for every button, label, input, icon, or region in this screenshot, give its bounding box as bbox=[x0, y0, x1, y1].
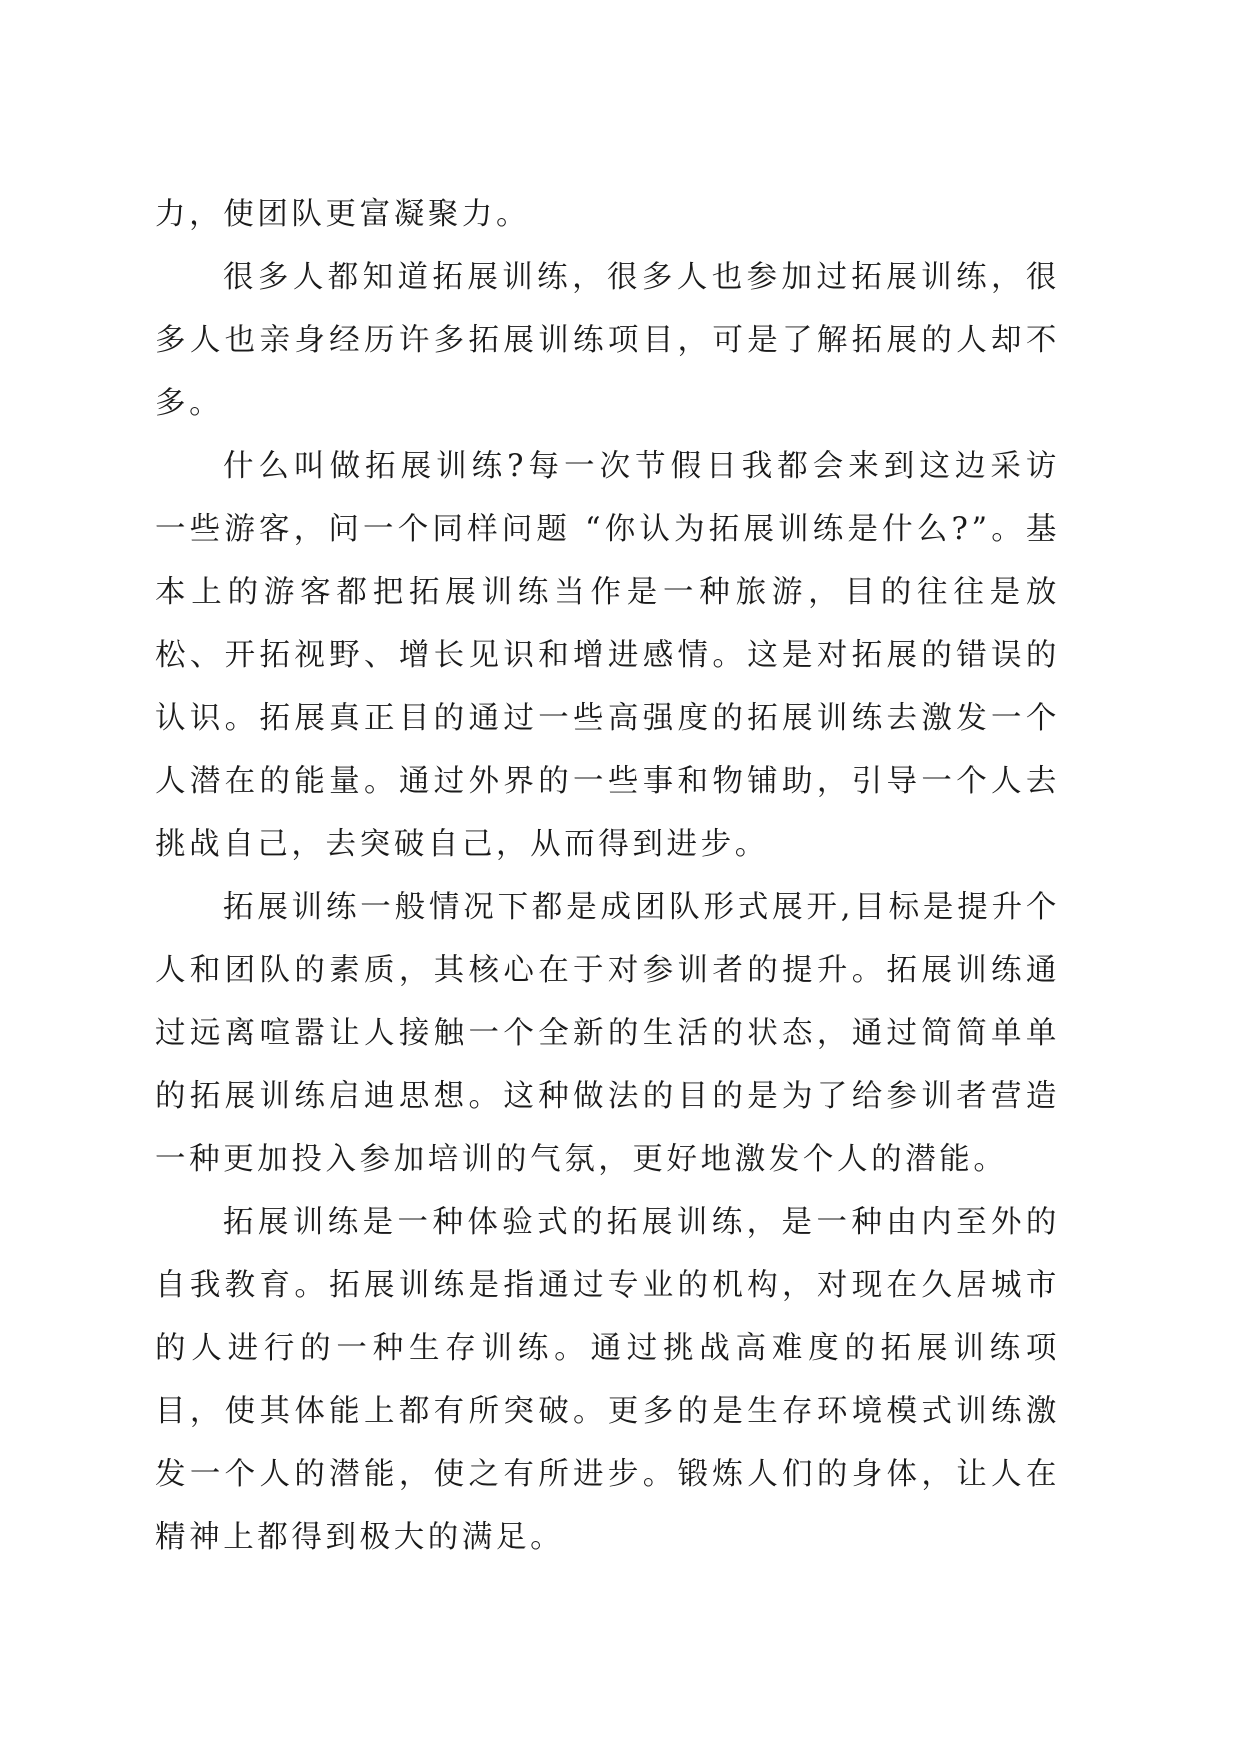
document-body bbox=[155, 183, 1060, 1569]
paragraph: 什么叫做拓展训练?每一次节假日我都会来到这边采访一些游客，问一个同样问题 “你认为拓展训练是什么?”。基本上的游客都把拓展训练当作是一种旅游，目的往往是放松、开拓视野、增长见识和增进感情。这是对拓展的错误的认识。拓展真正目的通过一些高强度的拓展训练去激发一个人潜在的能量。通过外界的一些事和物铺助，引导一个人去挑战自己，去突破自己，从而得到进步。 bbox=[155, 449, 1060, 862]
paragraph-continuation: 力，使团队更富凝聚力。 bbox=[155, 197, 531, 232]
paragraph: 很多人都知道拓展训练，很多人也参加过拓展训练，很多人也亲身经历许多拓展训练项目，可是了解拓展的人却不多。 bbox=[155, 260, 1060, 421]
paragraph: 拓展训练一般情况下都是成团队形式展开,目标是提升个人和团队的素质，其核心在于对参训者的提升。拓展训练通过远离喧嚣让人接触一个全新的生活的状态，通过简简单单的拓展训练启迪思想。这种做法的目的是为了给参训者营造一种更加投入参加培训的气氛，更好地激发个人的潜能。 bbox=[155, 890, 1060, 1177]
paragraph: 拓展训练是一种体验式的拓展训练，是一种由内至外的自我教育。拓展训练是指通过专业的机构，对现在久居城市的人进行的一种生存训练。通过挑战高难度的拓展训练项目，使其体能上都有所突破。更多的是生存环境模式训练激发一个人的潜能，使之有所进步。锻炼人们的身体，让人在精神上都得到极大的满足。 bbox=[155, 1205, 1060, 1555]
